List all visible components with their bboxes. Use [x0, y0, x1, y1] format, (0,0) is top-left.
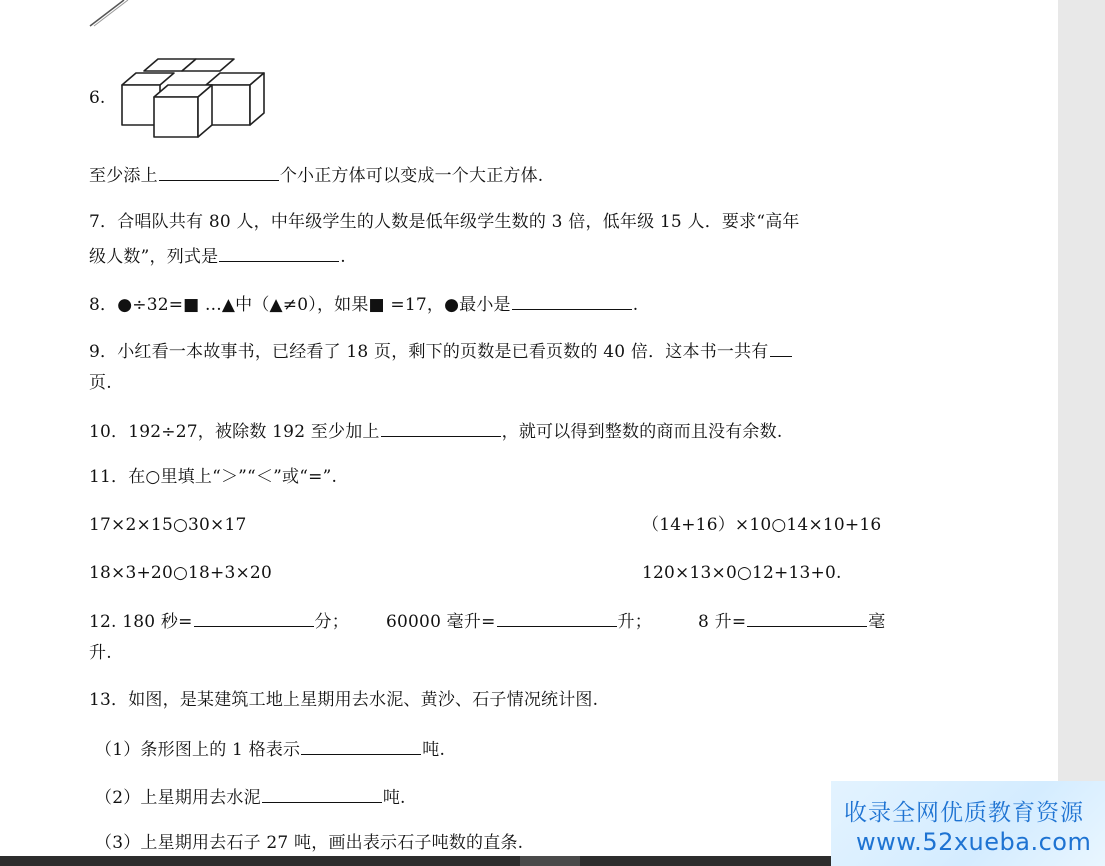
q13-sub2-unit: 吨.	[382, 788, 406, 808]
answer-blank	[219, 243, 339, 262]
answer-blank	[262, 784, 382, 803]
answer-blank	[194, 608, 314, 627]
q12-part1-unit: 分；	[314, 612, 349, 632]
q13-sub1-text: （1）条形图上的 1 格表示	[95, 740, 301, 760]
question-12-part-1	[89, 608, 349, 634]
q11-row1-right: （14+16）×10○14×10+16	[642, 515, 882, 535]
q8-text-after: .	[632, 295, 639, 315]
q11-row2-right: 120×13×0○12+13+0.	[642, 563, 842, 583]
q11-row1-left: 17×2×15○30×17	[89, 515, 247, 535]
q6-text-after: 个小正方体可以变成一个大正方体.	[279, 166, 544, 186]
question-12-part-3	[698, 608, 885, 634]
previous-figure-fragment	[88, 0, 138, 30]
q10-text-after: ，就可以得到整数的商而且没有余数.	[501, 422, 783, 442]
question-9-line-1	[89, 338, 793, 364]
q10-text-before: 10．192÷27，被除数 192 至少加上	[89, 422, 380, 442]
question-10-text	[89, 418, 782, 444]
q13-sub-1	[95, 736, 445, 762]
q13-sub2-text: （2）上星期用去水泥	[95, 788, 261, 808]
answer-blank	[497, 608, 617, 627]
question-8-text	[89, 291, 638, 317]
scrollbar-thumb[interactable]	[520, 856, 580, 866]
q11-row2-left: 18×3+20○18+3×20	[89, 563, 272, 583]
q12-part2-unit: 升；	[617, 612, 652, 632]
q7-text-after: .	[340, 247, 346, 267]
cube-figure	[120, 57, 270, 141]
question-9-line-2: 页.	[89, 373, 112, 393]
watermark-url: www.52xueba.com	[856, 828, 1092, 856]
question-12-part-2	[386, 608, 652, 634]
q7-text-before: 级人数”，列式是	[89, 247, 219, 267]
q13-sub-3: （3）上星期用去石子 27 吨，画出表示石子吨数的直条.	[95, 833, 524, 853]
answer-blank	[770, 338, 792, 357]
answer-blank	[381, 418, 501, 437]
answer-blank	[747, 608, 867, 627]
question-13-text: 13．如图，是某建筑工地上星期用去水泥、黄沙、石子情况统计图.	[89, 690, 599, 710]
question-6-text	[89, 162, 543, 188]
question-12-line-2: 升.	[89, 643, 112, 663]
answer-blank	[159, 162, 279, 181]
q13-sub1-unit: 吨.	[422, 740, 446, 760]
q12-part3-unit: 毫	[868, 612, 886, 632]
q8-text-before: 8．●÷32=■ ...▲中（▲≠0），如果■ =17，●最小是	[89, 295, 511, 315]
answer-blank	[512, 291, 632, 310]
question-11-text: 11．在○里填上“＞”“＜”或“=”.	[89, 467, 338, 487]
watermark-slogan: 收录全网优质教育资源	[844, 800, 1084, 826]
q12-part2-text: 60000 毫升=	[386, 612, 496, 632]
q12-part1-text: 12. 180 秒=	[89, 612, 193, 632]
viewer-gutter	[1058, 0, 1105, 866]
q6-text-before: 至少添上	[89, 166, 158, 186]
answer-blank	[301, 736, 421, 755]
question-6-number: 6.	[89, 88, 106, 108]
q9-text: 9．小红看一本故事书，已经看了 18 页，剩下的页数是已看页数的 40 倍．这本书一共有	[89, 342, 769, 362]
q13-sub-2	[95, 784, 406, 810]
q12-part3-text: 8 升=	[698, 612, 747, 632]
question-7-line-2	[89, 243, 346, 269]
question-7-line-1: 7．合唱队共有 80 人，中年级学生的人数是低年级学生数的 3 倍，低年级 15 人．要求“高年	[89, 212, 800, 232]
